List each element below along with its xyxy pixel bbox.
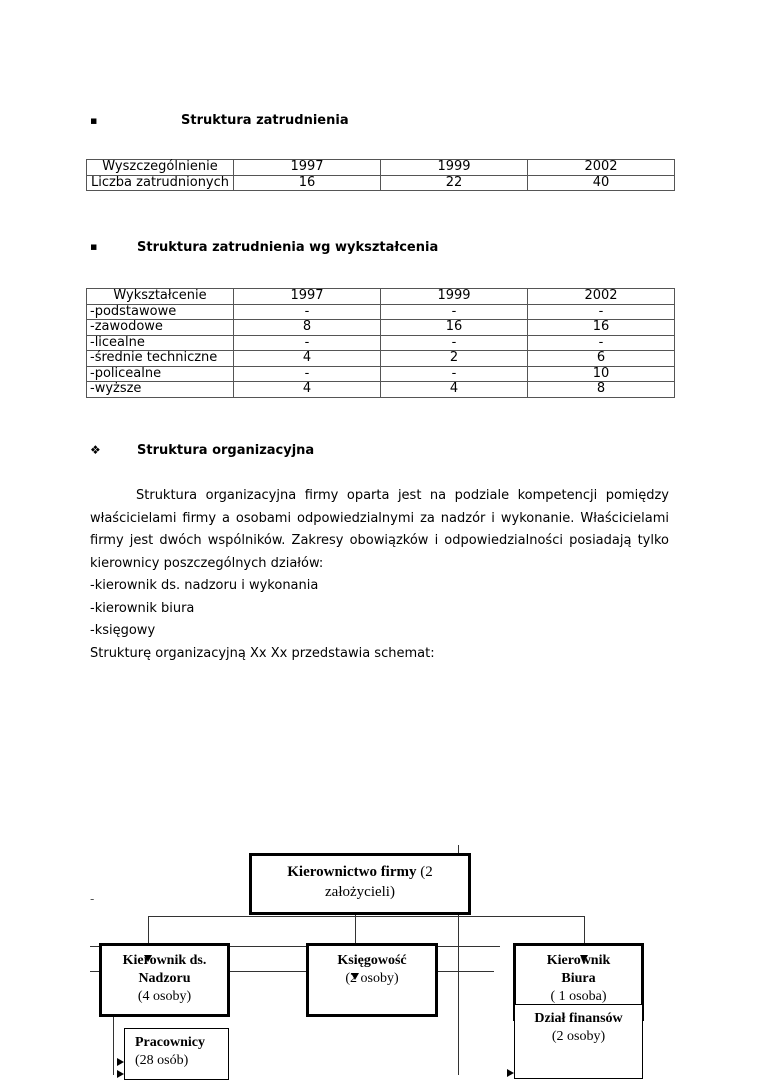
table-cell: 4: [381, 382, 528, 398]
box-title: Księgowość: [337, 953, 407, 968]
table-row: [87, 320, 675, 336]
table-row: [87, 382, 675, 398]
org-box-finance: [514, 1004, 643, 1079]
table-cell: 16: [528, 320, 675, 336]
table-header-row: [87, 160, 675, 176]
box-title: Kierownik: [546, 953, 611, 968]
stray-dash: -: [90, 892, 95, 906]
org-box-accounting: [306, 943, 438, 1017]
employment-table: [86, 159, 675, 191]
table-header-cell: 1997: [234, 160, 381, 176]
list-item: -kierownik ds. nadzoru i wykonania: [90, 578, 319, 593]
bullet-square-icon: ▪: [90, 240, 98, 253]
closing-sentence: Strukturę organizacyjną Xx Xx przedstawia schemat:: [90, 645, 435, 661]
org-box-management: [249, 853, 471, 915]
arrow-right-icon: [117, 1070, 124, 1078]
table-cell: 4: [234, 382, 381, 398]
table-cell: -zawodowe: [87, 320, 234, 336]
box-subtitle: (4 osoby): [137, 989, 192, 1004]
table-row: [87, 175, 675, 191]
table-header-cell: 2002: [528, 289, 675, 305]
table-header-cell: 1999: [381, 160, 528, 176]
table-cell: 6: [528, 351, 675, 367]
table-cell: -: [234, 366, 381, 382]
table-row: [87, 304, 675, 320]
box-subtitle: (2: [416, 864, 433, 880]
education-table: [86, 288, 675, 398]
table-cell: -: [381, 304, 528, 320]
table-header-cell: 1999: [381, 289, 528, 305]
arrow-right-icon: [117, 1058, 124, 1066]
table-cell: -wyższe: [87, 382, 234, 398]
section-heading-organization: Struktura organizacyjna: [137, 443, 315, 458]
box-title: Biura: [561, 971, 596, 986]
section-heading-employment: Struktura zatrudnienia: [181, 113, 349, 128]
box-title: Dział finansów: [534, 1011, 623, 1026]
table-cell: -: [528, 335, 675, 351]
table-header-cell: 1997: [234, 289, 381, 305]
table-cell: 8: [528, 382, 675, 398]
connector-line: [148, 916, 585, 917]
box-subtitle: (2 osoby): [551, 1029, 606, 1044]
org-box-supervision-manager: [99, 943, 230, 1017]
table-cell: -średnie techniczne: [87, 351, 234, 367]
table-cell: -policealne: [87, 366, 234, 382]
table-cell: 16: [234, 175, 381, 191]
table-cell: Liczba zatrudnionych: [87, 175, 234, 191]
table-cell: 2: [381, 351, 528, 367]
table-cell: 8: [234, 320, 381, 336]
table-cell: 16: [381, 320, 528, 336]
box-title: Pracownicy: [135, 1035, 205, 1050]
table-row: [87, 366, 675, 382]
table-header-cell: 2002: [528, 160, 675, 176]
table-header-cell: Wykształcenie: [87, 289, 234, 305]
list-item: -księgowy: [90, 623, 156, 638]
arrow-right-icon: [507, 1069, 514, 1077]
body-text: [90, 485, 669, 665]
arrow-down-icon: [351, 973, 359, 980]
table-cell: -podstawowe: [87, 304, 234, 320]
table-cell: -licealne: [87, 335, 234, 351]
box-subtitle: ( 1 osoba): [550, 989, 607, 1004]
org-box-workers: [124, 1028, 229, 1080]
table-cell: -: [234, 335, 381, 351]
table-cell: -: [528, 304, 675, 320]
box-subtitle: założycieli): [325, 884, 395, 900]
arrow-down-icon: [580, 955, 588, 962]
bullet-diamond-icon: ❖: [90, 443, 101, 457]
table-cell: -: [381, 335, 528, 351]
bullet-square-icon: ▪: [90, 114, 98, 127]
table-header-cell: Wyszczególnienie: [87, 160, 234, 176]
paragraph: Struktura organizacyjna firmy oparta jest na podziale kompetencji pomiędzy właścicielami firmy a osobami odpowiedzialnymi za nadzór i wykonanie. Właścicielami firmy jest dwóch wspólników. Zakresy obowiązków i odpowiedzialności posiadają tylko kierownicy poszczególnych działów:: [90, 488, 669, 571]
section-heading-education: Struktura zatrudnienia wg wykształcenia: [137, 240, 439, 255]
list-item: -kierownik biura: [90, 600, 195, 616]
table-header-row: [87, 289, 675, 305]
box-title: Kierownik ds.: [122, 953, 207, 968]
arrow-down-icon: [144, 955, 152, 962]
table-row: [87, 335, 675, 351]
table-cell: 4: [234, 351, 381, 367]
table-cell: -: [234, 304, 381, 320]
table-cell: 40: [528, 175, 675, 191]
box-subtitle: (2 osoby): [345, 971, 399, 986]
box-title: Kierownictwo firmy: [287, 864, 417, 880]
table-cell: 10: [528, 366, 675, 382]
table-row: [87, 351, 675, 367]
box-title: Nadzoru: [138, 971, 191, 986]
box-subtitle: (28 osób): [135, 1053, 189, 1068]
table-cell: 22: [381, 175, 528, 191]
table-cell: -: [381, 366, 528, 382]
